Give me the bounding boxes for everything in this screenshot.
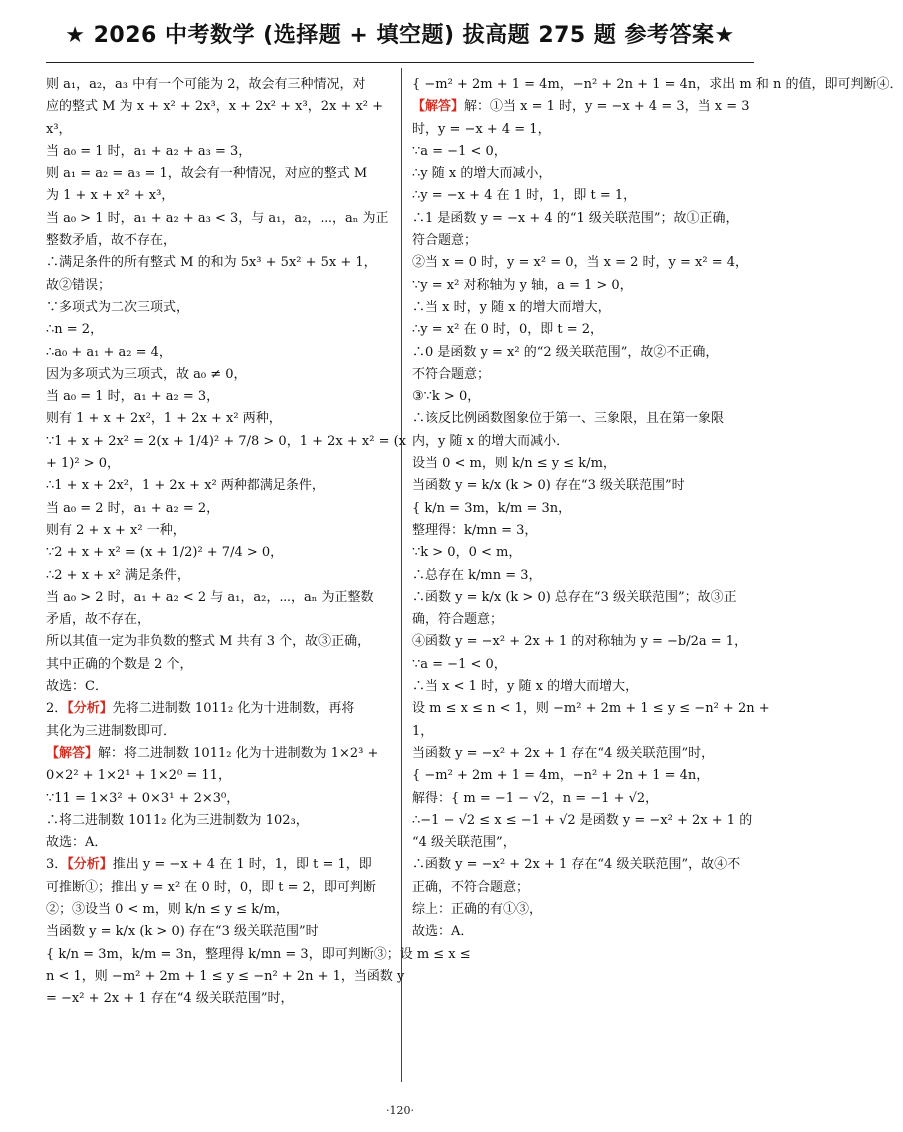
text-line: [412, 721, 754, 743]
line-text: 所以其值一定为非负数的整式 M 共有 3 个，故③正确，: [46, 634, 371, 650]
section-tag: 【解答】: [412, 99, 465, 115]
line-text: 符合题意；: [412, 233, 478, 249]
text-line: [46, 96, 392, 118]
line-text: { −m² + 2m + 1 = 4m，−n² + 2n + 1 = 4n，求出 m 和 n 的值，即可判断④．: [412, 77, 903, 92]
line-text: ∴当 x < 1 时，y 随 x 的增大而增大，: [412, 679, 639, 695]
line-text: ∴a₀ + a₁ + a₂ = 4，: [46, 344, 172, 360]
line-text: 内，y 随 x 的增大而减小．: [412, 433, 570, 449]
text-line: [412, 386, 754, 408]
right-column: [412, 74, 903, 1084]
text-line: [46, 386, 392, 408]
line-text: ∵2 + x + x² = (x + 1/2)² + 7/4 > 0，: [46, 545, 284, 561]
text-line: [46, 899, 392, 921]
text-line: [412, 252, 754, 274]
line-text: 则 a₁，a₂，a₃ 中有一个可能为 2，故会有三种情况，对: [46, 77, 366, 92]
text-line: [46, 275, 392, 297]
line-text: 正确，不符合题意；: [412, 879, 530, 895]
section-tag: 【分析】: [67, 701, 113, 717]
line-text: ∴满足条件的所有整式 M 的和为 5x³ + 5x² + 5x + 1，: [46, 255, 377, 271]
line-text: ∴y = x² 在 0 时，0，即 t = 2，: [412, 322, 604, 338]
line-text: 先将二进制数 1011₂ 化为十进制数，再将: [112, 701, 355, 717]
text-line: [46, 765, 392, 787]
text-line: [412, 453, 754, 475]
line-text: ∴函数 y = −x² + 2x + 1 存在“4 级关联范围”，故④不: [412, 857, 741, 873]
line-text: 解得：{ m = −1 − √2，n = −1 + √2，: [412, 790, 659, 806]
text-line: [46, 453, 392, 475]
line-text: 综上：正确的有①③，: [412, 901, 543, 917]
question-number: 3．: [46, 857, 68, 873]
text-line: [412, 676, 754, 698]
text-line: [46, 966, 405, 988]
text-line: [46, 743, 392, 765]
line-text: ②；③设当 0 < m，则 k/n ≤ y ≤ k/m，: [46, 901, 289, 917]
text-line: [412, 631, 754, 653]
line-text: 矛盾，故不存在，: [46, 612, 151, 628]
text-line: [46, 342, 392, 364]
text-line: [412, 297, 754, 319]
text-line: [46, 542, 392, 564]
line-text: 当 a₀ = 2 时，a₁ + a₂ = 2，: [46, 500, 220, 516]
line-text: ∴2 + x + x² 满足条件，: [46, 567, 190, 583]
line-text: ∵a = −1 < 0，: [412, 143, 507, 159]
column-divider: [401, 68, 402, 1082]
text-line: [412, 230, 754, 252]
line-text: 故选：C．: [46, 679, 108, 695]
question-number: 2．: [46, 701, 68, 717]
text-line: [412, 609, 754, 631]
line-text: ∵多项式为二次三项式，: [46, 299, 190, 315]
text-line: [46, 119, 392, 141]
text-line: [412, 587, 754, 609]
line-text: ∵11 = 1×3² + 0×3¹ + 2×3⁰，: [46, 790, 240, 806]
text-line: [412, 208, 754, 230]
line-text: 当 a₀ = 1 时，a₁ + a₂ + a₃ = 3，: [46, 143, 252, 159]
line-text: ∵k > 0，0 < m，: [412, 545, 522, 561]
line-text: 当函数 y = k/x (k > 0) 存在“3 级关联范围”时: [46, 924, 319, 940]
line-text: 解：①当 x = 1 时，y = −x + 4 = 3，当 x = 3: [464, 99, 750, 115]
line-text: ∴函数 y = k/x (k > 0) 总存在“3 级关联范围”；故③正: [412, 589, 737, 605]
text-line: [412, 832, 754, 854]
line-text: ∵1 + x + 2x² = 2(x + 1/4)² + 7/8 > 0，1 + 2x + x² = (x: [46, 433, 406, 449]
text-line: [46, 854, 392, 876]
text-line: [46, 654, 392, 676]
line-text: ∴0 是函数 y = x² 的“2 级关联范围”，故②不正确，: [412, 344, 719, 360]
line-text: 故选：A．: [46, 835, 108, 851]
text-line: [412, 163, 754, 185]
text-line: [46, 364, 392, 386]
text-line: [46, 698, 392, 720]
line-text: { k/n = 3m，k/m = 3n，: [412, 500, 572, 516]
text-line: [412, 141, 754, 163]
line-text: 设 m ≤ x ≤ n < 1，则 −m² + 2m + 1 ≤ y ≤ −n² + 2n +: [412, 701, 770, 717]
line-text: 当函数 y = −x² + 2x + 1 存在“4 级关联范围”时，: [412, 745, 715, 761]
text-line: [46, 475, 392, 497]
text-line: [46, 319, 392, 341]
text-line: [412, 565, 754, 587]
line-text: ∴1 是函数 y = −x + 4 的“1 级关联范围”；故①正确，: [412, 210, 739, 226]
text-line: [46, 520, 392, 542]
line-text: ②当 x = 0 时，y = x² = 0，当 x = 2 时，y = x² = 4，: [412, 255, 748, 271]
text-line: [46, 297, 392, 319]
text-line: [46, 408, 392, 430]
section-tag: 【解答】: [46, 745, 99, 761]
text-line: [412, 475, 754, 497]
line-text: 整数矛盾，故不存在，: [46, 233, 177, 249]
line-text: 解：将二进制数 1011₂ 化为十进制数为 1×2³ +: [98, 745, 379, 761]
text-line: [412, 698, 770, 720]
line-text: ∴总存在 k/mn = 3，: [412, 567, 542, 583]
text-line: [46, 631, 392, 653]
text-line: [412, 542, 754, 564]
text-line: [46, 208, 392, 230]
text-line: [412, 788, 754, 810]
line-text: 可推断①；推出 y = x² 在 0 时，0，即 t = 2，即可判断: [46, 879, 376, 895]
text-line: [412, 431, 754, 453]
line-text: 0×2² + 1×2¹ + 1×2⁰ = 11，: [46, 768, 231, 784]
line-text: 则有 1 + x + 2x²，1 + 2x + x² 两种，: [46, 411, 282, 427]
line-text: 因为多项式为三项式，故 a₀ ≠ 0，: [46, 366, 247, 382]
line-text: ∴−1 − √2 ≤ x ≤ −1 + √2 是函数 y = −x² + 2x + 1 的: [412, 812, 753, 828]
text-line: [412, 854, 754, 876]
line-text: { k/n = 3m，k/m = 3n，整理得 k/mn = 3，即可判断③；设 m ≤ x ≤: [46, 946, 471, 962]
text-line: [46, 788, 392, 810]
text-line: [412, 408, 754, 430]
line-text: ∴当 x 时，y 随 x 的增大而增大，: [412, 299, 611, 315]
line-text: 当函数 y = k/x (k > 0) 存在“3 级关联范围”时: [412, 478, 685, 494]
line-text: 时，y = −x + 4 = 1，: [412, 121, 551, 137]
text-line: [46, 832, 392, 854]
text-line: [46, 431, 406, 453]
line-text: ④函数 y = −x² + 2x + 1 的对称轴为 y = −b/2a = 1，: [412, 634, 748, 650]
line-text: ∴将二进制数 1011₂ 化为三进制数为 102₃，: [46, 812, 309, 828]
line-text: ∴n = 2，: [46, 322, 104, 338]
text-line: [46, 498, 392, 520]
text-line: [412, 810, 754, 832]
line-text: “4 级关联范围”，: [412, 835, 516, 851]
line-text: + 1)² > 0，: [46, 456, 121, 472]
line-text: 不符合题意；: [412, 366, 491, 382]
line-text: 则 a₁ = a₂ = a₃ = 1，故会有一种情况，对应的整式 M: [46, 166, 368, 182]
text-line: [412, 342, 754, 364]
line-text: 1，: [412, 723, 434, 739]
line-text: 推出 y = −x + 4 在 1 时，1，即 t = 1，即: [112, 857, 372, 873]
line-text: { −m² + 2m + 1 = 4m，−n² + 2n + 1 = 4n，: [412, 768, 710, 784]
text-line: [412, 654, 754, 676]
text-line: [412, 364, 754, 386]
text-line: [412, 921, 754, 943]
text-line: [412, 185, 754, 207]
line-text: 整理得：k/mn = 3，: [412, 522, 538, 538]
line-text: 故②错误；: [46, 277, 112, 293]
text-line: [46, 609, 392, 631]
text-line: [412, 520, 754, 542]
text-line: [46, 877, 392, 899]
line-text: 为 1 + x + x² + x³，: [46, 188, 175, 204]
line-text: 应的整式 M 为 x + x² + 2x³，x + 2x² + x³，2x + x² +: [46, 99, 384, 115]
line-text: 当 a₀ > 1 时，a₁ + a₂ + a₃ < 3，与 a₁，a₂，⋯，aₙ 为正: [46, 210, 389, 226]
text-line: [46, 810, 392, 832]
line-text: 其化为三进制数即可．: [46, 723, 177, 739]
line-text: = −x² + 2x + 1 存在“4 级关联范围”时，: [46, 991, 294, 1007]
line-text: ③∵k > 0，: [412, 389, 481, 405]
text-line: [412, 498, 754, 520]
text-line: [412, 877, 754, 899]
text-line: [412, 319, 754, 341]
text-line: [46, 230, 392, 252]
line-text: 确，符合题意；: [412, 612, 504, 628]
header-rule: [46, 62, 754, 63]
text-line: [46, 74, 392, 96]
text-line: [46, 565, 392, 587]
text-line: [46, 587, 392, 609]
line-text: 故选：A．: [412, 924, 474, 940]
line-text: 设当 0 < m，则 k/n ≤ y ≤ k/m，: [412, 456, 616, 472]
text-line: [412, 275, 754, 297]
text-line: [46, 141, 392, 163]
text-line: [412, 96, 754, 118]
line-text: ∴y = −x + 4 在 1 时，1，即 t = 1，: [412, 188, 637, 204]
text-line: [412, 119, 754, 141]
line-text: x³，: [46, 121, 72, 137]
text-line: [46, 676, 392, 698]
line-text: ∵a = −1 < 0，: [412, 656, 507, 672]
text-line: [46, 921, 392, 943]
text-line: [46, 988, 392, 1010]
text-line: [46, 163, 392, 185]
line-text: n < 1，则 −m² + 2m + 1 ≤ y ≤ −n² + 2n + 1，当函数 y: [46, 968, 405, 984]
text-line: [412, 765, 754, 787]
line-text: 当 a₀ > 2 时，a₁ + a₂ < 2 与 a₁，a₂，⋯，aₙ 为正整数: [46, 589, 374, 605]
section-tag: 【分析】: [67, 857, 113, 873]
text-line: [46, 944, 471, 966]
text-line: [46, 252, 392, 274]
line-text: ∴y 随 x 的增大而减小，: [412, 166, 552, 182]
line-text: ∵y = x² 对称轴为 y 轴，a = 1 > 0，: [412, 277, 633, 293]
text-line: [412, 899, 754, 921]
page-number: ·120·: [386, 1104, 414, 1117]
line-text: ∴该反比例函数图象位于第一、三象限，且在第一象限: [412, 411, 725, 427]
page-header-title: ★ 2026 中考数学 (选择题 + 填空题) 拔高题 275 题 参考答案★: [65, 23, 735, 48]
line-text: 其中正确的个数是 2 个，: [46, 656, 193, 672]
line-text: ∴1 + x + 2x²，1 + 2x + x² 两种都满足条件，: [46, 478, 325, 494]
text-line: [46, 185, 392, 207]
text-line: [412, 743, 754, 765]
text-line: [46, 721, 392, 743]
line-text: 当 a₀ = 1 时，a₁ + a₂ = 3，: [46, 389, 220, 405]
line-text: 则有 2 + x + x² 一种，: [46, 522, 186, 538]
text-line: [412, 74, 903, 96]
